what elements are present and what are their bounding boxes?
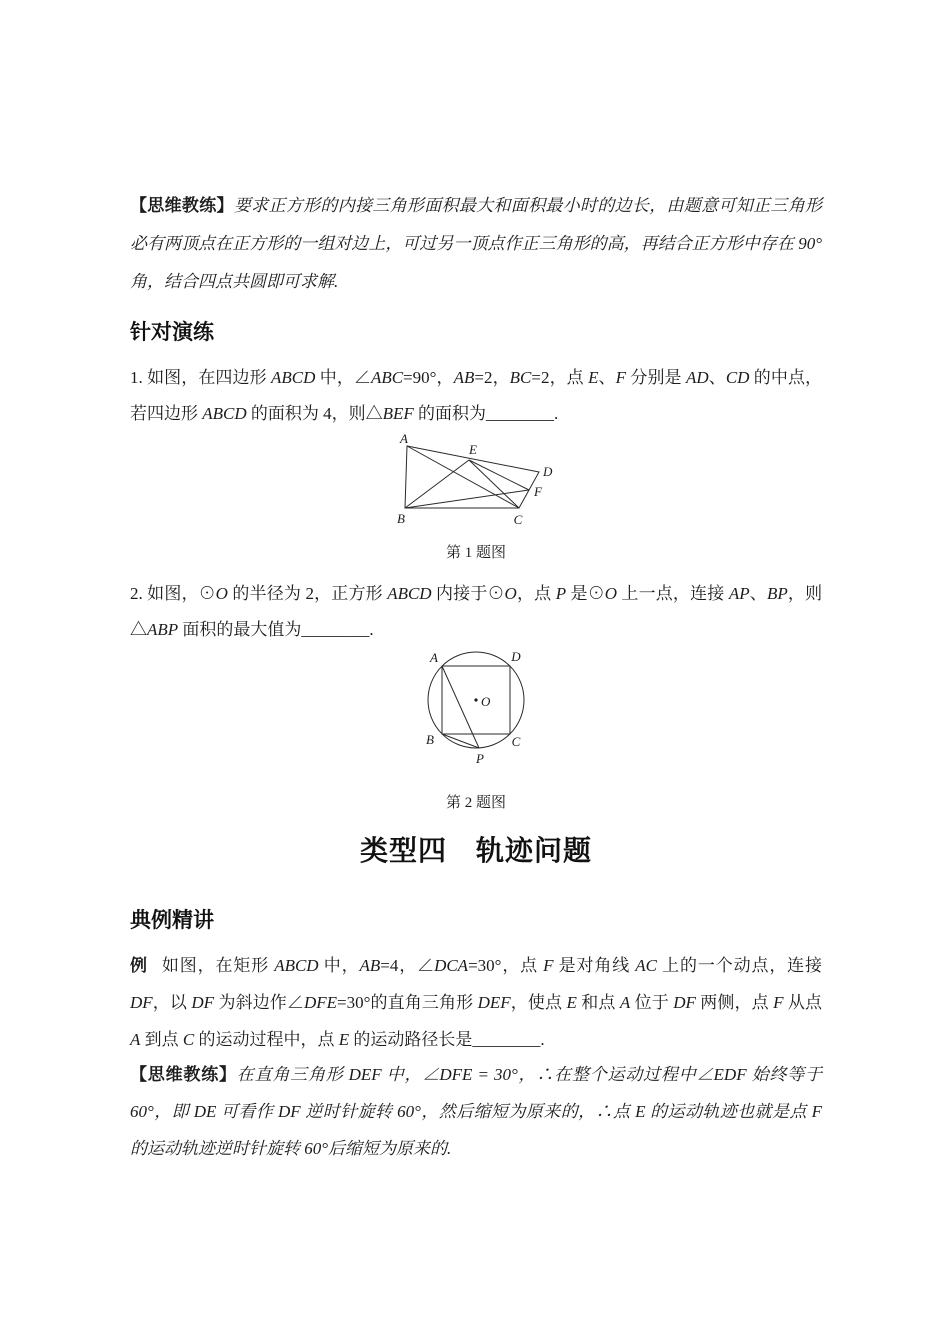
point-label-p: P [475,751,484,766]
figure-1 [130,433,822,540]
figure-2-segments [442,666,479,748]
vertex-label-b: B [425,732,434,747]
figure-2 [130,648,822,783]
practice-heading: 针对演练 [130,321,214,344]
thinking-coach-note-1 [130,187,822,301]
figure-1-drawing [384,433,569,535]
vertex-label-b: B [396,511,405,526]
segment-be [405,460,469,508]
figure-2-drawing [384,648,569,778]
center-dot [474,698,477,701]
example-body: 如图，在矩形 ABCD 中，AB=4，∠DCA=30°，点 F 是对角线 AC 上的一个动点，连接 DF，以 DF 为斜边作∠DFE=30°的直角三角形 DEF，使点 E 和点 A 位于 DF 两侧，点 F 从点 A 到点 C 的运动过程中，点 E 的运动路径长是________. [130,956,823,1049]
note-1-label: 【思维教练】 [130,196,234,215]
note-1-body: 要求正方形的内接三角形面积最大和面积最小时的边长，由题意可知正三角形必有两顶点在正方形的一组对边上，可过另一顶点作正三角形的高，再结合正方形中存在 90°角，结合四点共圆即可求解. [130,196,823,291]
example-label: 例 [130,956,148,975]
figure-2-caption: 第 2 题图 [445,795,506,811]
type-4-heading: 类型四 轨迹问题 [359,835,592,866]
problem-1-text: 1. 如图，在四边形 ABCD 中，∠ABC=90°，AB=2，BC=2，点 E、F 分别是 AD、CD 的中点，若四边形 ABCD 的面积为 4，则△BEF 的面积为________. [130,368,823,423]
vertex-label-d: D [542,464,552,479]
vertex-label-c: C [513,512,522,527]
figure-1-caption: 第 1 题图 [445,545,506,561]
vertex-label-d: D [510,649,521,664]
figure-1-segments [405,446,529,508]
example-section-heading: 典例精讲 [130,909,214,932]
vertex-label-f: F [533,484,542,499]
segment-bf [405,490,529,508]
vertex-label-a: A [399,433,408,446]
center-label-o: O [480,694,490,709]
vertex-label-e: E [468,442,477,457]
thinking-coach-note-2 [130,1056,822,1167]
example-text [130,947,822,1058]
vertex-label-c: C [511,734,520,749]
note-2-label: 【思维教练】 [130,1065,237,1084]
vertex-label-a: A [429,650,438,665]
note-2-body: 在直角三角形 DEF 中，∠DFE = 30°，∴在整个运动过程中∠EDF 始终等于 60°，即 DE 可看作 DF 逆时针旋转 60°，然后缩短为原来的，∴点 E 的运动轨迹也就是点 F 的运动轨迹逆时针旋转 60°后缩短为原来的. [130,1065,823,1158]
problem-2-text: 2. 如图，⊙O 的半径为 2，正方形 ABCD 内接于⊙O，点 P 是⊙O 上一点，连接 AP、BP，则△ABP 面积的最大值为________. [130,584,823,639]
